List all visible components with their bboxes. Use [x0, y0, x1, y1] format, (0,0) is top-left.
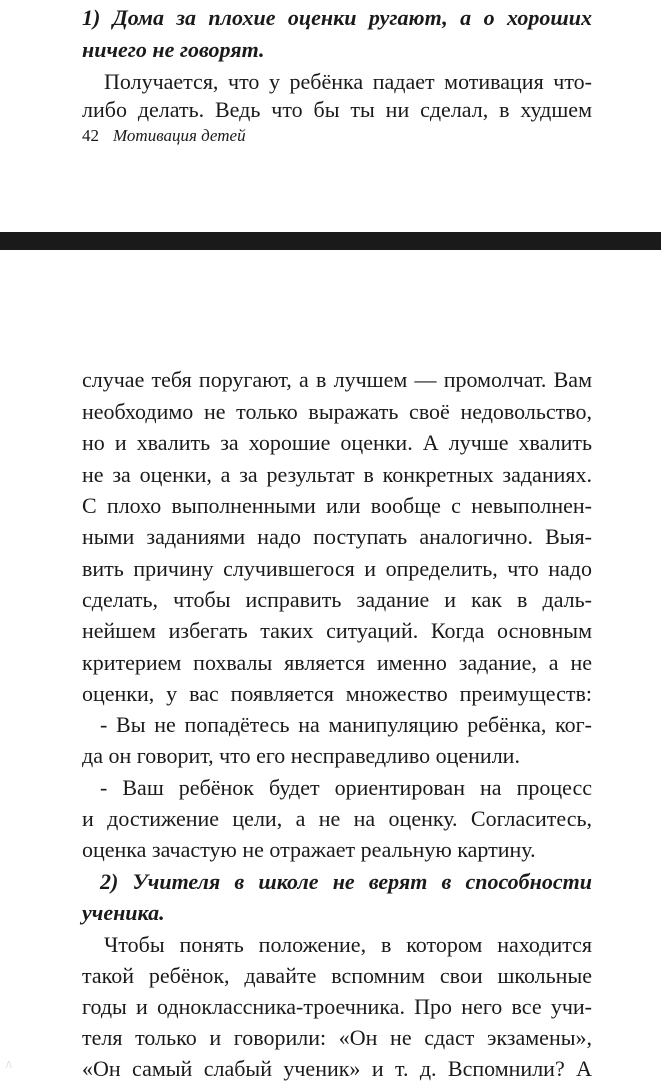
top-heading-line-1: 1) Дома за плохие оценки ругают, а о хороших [82, 5, 592, 30]
page-divider [0, 232, 661, 250]
body-line: С плохо выполненными или вообще с невыполнен- [82, 493, 592, 518]
list-item-line: - Ваш ребёнок будет ориентирован на процесс [100, 775, 592, 800]
book-title: Мотивация детей [113, 126, 246, 145]
list-item-line: - Вы не попадётесь на манипуляцию ребёнка, ког- [100, 712, 592, 737]
body-line: ными заданиями надо поступать аналогично. Выя- [82, 524, 592, 549]
list-item-line: оценка зачастую не отражает реальную картину. [82, 837, 536, 862]
list-item-line: да он говорит, что его несправедливо оценили. [82, 743, 520, 768]
body-line: сделать, чтобы исправить задание и как в даль- [82, 587, 592, 612]
section-heading-line-2: ученика. [82, 900, 165, 925]
page-number: 42 [82, 126, 99, 145]
body-line: случае тебя поругают, а в лучшем — промолчат. Вам [82, 367, 592, 392]
body-line: Чтобы понять положение, в котором находится [104, 932, 592, 957]
body-line: но и хвалить за хорошие оценки. А лучше хвалить [82, 430, 592, 455]
list-item-line: и достижение цели, а не на оценку. Согласитесь, [82, 806, 592, 831]
page-footer [82, 124, 246, 148]
section-heading-line-1: 2) Учителя в школе не верят в способности [100, 869, 592, 894]
top-heading-line-2: ничего не говорят. [82, 37, 265, 62]
body-line: не за оценки, а за результат в конкретных заданиях. [82, 462, 592, 487]
body-line: годы и одноклассника-троечника. Про него все учи- [82, 994, 592, 1019]
body-line: критерием похвалы является именно задание, а не [82, 650, 592, 675]
body-line: нейшем избегать таких ситуаций. Когда основным [82, 618, 592, 643]
top-body-line-2: либо делать. Ведь что бы ты ни сделал, в худшем [82, 97, 592, 122]
top-body-line-1: Получается, что у ребёнка падает мотивация что- [104, 69, 592, 94]
body-line: такой ребёнок, давайте вспомним свои школьные [82, 963, 592, 988]
body-line: теля только и говорили: «Он не сдаст экзамены», [82, 1025, 592, 1050]
corner-mark: /\ [6, 1060, 12, 1071]
body-line: необходимо не только выражать своё недовольство, [82, 399, 592, 424]
body-line: оценки, у вас появляется множество преимуществ: [82, 681, 592, 706]
body-line: «Он самый слабый ученик» и т. д. Вспомнили? А [82, 1056, 592, 1081]
body-line: вить причину случившегося и определить, что надо [82, 556, 592, 581]
